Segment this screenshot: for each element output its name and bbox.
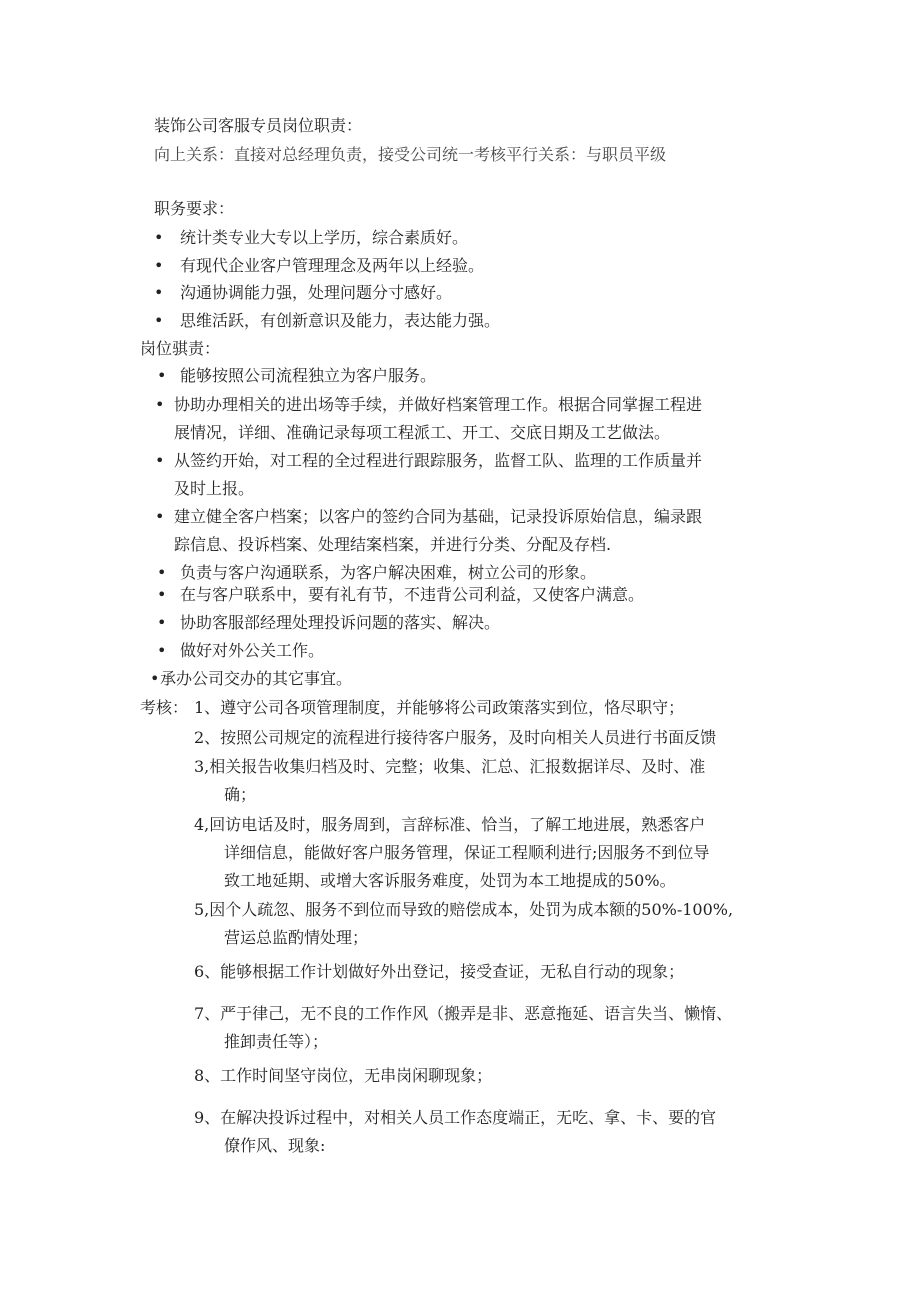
duty-item-line: 能够按照公司流程独立为客户服务。 — [180, 366, 437, 385]
bullet-dot: • — [154, 256, 164, 275]
evaluation-item-line: 确； — [224, 785, 257, 804]
bullet-dot: • — [155, 451, 165, 470]
bullet-dot: • — [157, 613, 167, 632]
requirements-heading: 职务要求： — [154, 199, 235, 218]
bullet-dot: • — [157, 366, 167, 385]
duty-item-line: 承办公司交办的其它事宜。 — [160, 669, 353, 688]
duty-item-line: 建立健全客户档案；以客户的签约合同为基础，记录投诉原始信息，编录跟 — [174, 507, 703, 526]
bullet-dot: • — [154, 283, 164, 302]
evaluation-item-line: 7、严于律己，无不良的工作作风（搬弄是非、恶意拖延、语言失当、懒惰、 — [194, 1004, 733, 1023]
evaluation-heading: 考核： — [140, 698, 189, 717]
duty-item-line: 从签约开始，对工程的全过程进行跟踪服务，监督工队、监理的工作质量并 — [174, 451, 703, 470]
evaluation-item-line: 2、按照公司规定的流程进行接待客户服务，及时向相关人员进行书面反馈 — [194, 728, 717, 747]
evaluation-item-line: 8、工作时间坚守岗位，无串岗闲聊现象； — [194, 1066, 493, 1085]
evaluation-item-line: 3,相关报告收集归档及时、完整；收集、汇总、汇报数据详尽、及时、准 — [194, 757, 706, 776]
evaluation-item-line: 4,回访电话及时，服务周到，言辞标准、恰当，了解工地进展，熟悉客户 — [194, 815, 706, 834]
requirement-item: 统计类专业大专以上学历，综合素质好。 — [180, 228, 469, 247]
evaluation-item-line: 5,因个人疏忽、服务不到位而导致的赔偿成本，处罚为成本额的50%-100%, — [194, 900, 734, 919]
evaluation-item-line: 9、在解决投诉过程中，对相关人员工作态度端正，无吃、拿、卡、要的官 — [194, 1108, 717, 1127]
bullet-dot: • — [157, 641, 167, 660]
duties-heading: 岗位骐责： — [140, 339, 221, 358]
bullet-dot: • — [155, 395, 165, 414]
evaluation-item-line: 详细信息，能做好客户服务管理，保证工程顺利进行;因服务不到位导 — [224, 843, 710, 862]
bullet-dot: • — [150, 669, 160, 688]
bullet-dot: • — [154, 228, 164, 247]
requirement-item: 有现代企业客户管理理念及两年以上经验。 — [180, 256, 485, 275]
document-title: 装饰公司客服专员岗位职责： — [154, 116, 363, 135]
bullet-dot: • — [154, 311, 164, 330]
reporting-relation: 向上关系：直接对总经理负责，接受公司统一考核平行关系：与职员平级 — [154, 145, 667, 164]
duty-item-line: 在与客户联系中，要有礼有节，不违背公司利益，又使客户满意。 — [180, 585, 645, 604]
duty-item-line: 踪信息、投诉档案、处理结案档案，并进行分类、分配及存档. — [174, 535, 612, 554]
requirement-item: 思维活跃，有创新意识及能力，表达能力强。 — [180, 311, 501, 330]
requirement-item: 沟通协调能力强，处理问题分寸感好。 — [180, 283, 453, 302]
evaluation-item-line: 营运总监酌情处理； — [224, 928, 369, 947]
duty-item-line: 负责与客户沟通联系，为客户解决困难，树立公司的形象。 — [180, 563, 597, 582]
evaluation-item-line: 1、遵守公司各项管理制度，并能够将公司政策落实到位，恪尽职守； — [194, 698, 685, 717]
duty-item-line: 协助客服部经理处理投诉问题的落实、解决。 — [180, 613, 501, 632]
bullet-dot: • — [157, 585, 167, 604]
evaluation-item-line: 推卸责任等）； — [224, 1032, 329, 1051]
duty-item-line: 协助办理相关的进出场等手续，并做好档案管理工作。根据合同掌握工程进 — [174, 395, 703, 414]
duty-item-line: 及时上报。 — [174, 479, 255, 498]
evaluation-item-line: 僚作风、现象: — [224, 1136, 326, 1155]
evaluation-item-line: 6、能够根据工作计划做好外出登记，接受查证，无私自行动的现象； — [194, 962, 685, 981]
bullet-dot: • — [157, 563, 167, 582]
bullet-dot: • — [155, 507, 165, 526]
duty-item-line: 做好对外公关工作。 — [180, 641, 325, 660]
evaluation-item-line: 致工地延期、或增大客诉服务难度，处罚为本工地提成的50%。 — [224, 871, 676, 890]
duty-item-line: 展情况，详细、准确记录每项工程派工、开工、交底日期及工艺做法。 — [174, 423, 671, 442]
